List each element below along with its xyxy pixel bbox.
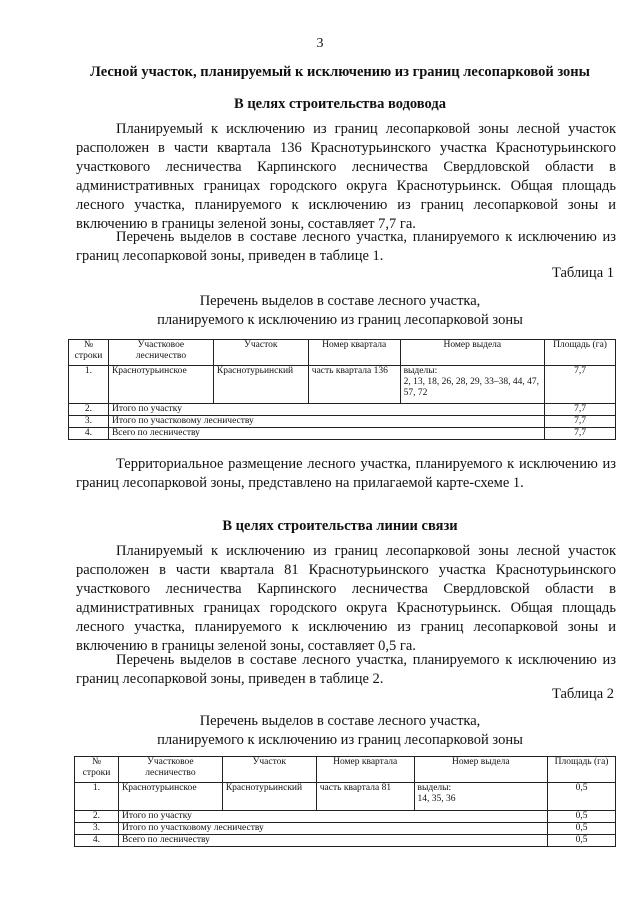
cell-quarter: часть квартала 81	[316, 783, 414, 811]
table-header-row	[69, 340, 616, 366]
table2-caption-line2: планируемого к исключению из границ лесопарковой зоны	[157, 732, 523, 748]
cell-row-number: 1.	[75, 783, 119, 811]
header-forestry: Участковое лесничество	[118, 757, 222, 783]
header-quarter: Номер квартала	[308, 340, 400, 366]
table1-caption-line1: Перечень выделов в составе лесного участка,	[199, 293, 481, 309]
cell-forestry: Краснотурьинское	[118, 783, 222, 811]
cell-plot: Краснотурьинский	[222, 783, 316, 811]
cell-area: 7,7	[545, 428, 616, 440]
cell-total-label: Всего по лесничеству	[108, 428, 544, 440]
section1-after-table-text: Территориальное размещение лесного участка, планируемого к исключению из границ лесопарковой зоны, представлено на прилагаемой карте-схеме 1.	[76, 456, 616, 491]
table2-label: Таблица 2	[551, 686, 614, 702]
cell-area: 0,5	[548, 823, 616, 835]
table2-caption-line1: Перечень выделов в составе лесного участка,	[199, 713, 481, 729]
cell-total-label: Итого по участку	[118, 811, 547, 823]
section-heading-communication-line: В целях строительства линии связи	[222, 518, 458, 534]
cell-row-number: 4.	[75, 835, 119, 847]
table-row	[75, 783, 616, 811]
cell-vydel	[400, 366, 545, 404]
table-row	[69, 366, 616, 404]
page-title: Лесной участок, планируемый к исключению из границ лесопарковой зоны	[90, 64, 590, 80]
header-row-number: № строки	[69, 340, 109, 366]
cell-total-label: Итого по участковому лесничеству	[118, 823, 547, 835]
header-vydel: Номер выдела	[400, 340, 545, 366]
table1	[68, 339, 616, 440]
cell-area: 0,5	[548, 783, 616, 811]
table-row	[75, 811, 616, 823]
cell-row-number: 2.	[69, 404, 109, 416]
cell-quarter: часть квартала 136	[308, 366, 400, 404]
cell-row-number: 2.	[75, 811, 119, 823]
cell-row-number: 4.	[69, 428, 109, 440]
cell-area: 7,7	[545, 366, 616, 404]
cell-row-number: 1.	[69, 366, 109, 404]
header-vydel: Номер выдела	[414, 757, 548, 783]
header-forestry: Участковое лесничество	[108, 340, 213, 366]
table-row	[75, 823, 616, 835]
table-header-row	[75, 757, 616, 783]
table-row	[69, 428, 616, 440]
header-area: Площадь (га)	[548, 757, 616, 783]
table1-caption-line2: планируемого к исключению из границ лесопарковой зоны	[157, 312, 523, 328]
header-plot: Участок	[222, 757, 316, 783]
table2	[74, 756, 616, 847]
vydel-list: 2, 13, 18, 26, 28, 29, 33–38, 44, 47, 57, 72	[403, 377, 539, 398]
cell-area: 0,5	[548, 811, 616, 823]
cell-area: 7,7	[545, 416, 616, 428]
vydel-label: выделы:	[417, 783, 452, 793]
section-heading-water-pipeline: В целях строительства водовода	[234, 96, 446, 112]
vydel-label: выделы:	[403, 366, 438, 376]
section1-paragraph2: Перечень выделов в составе лесного участка, планируемого к исключению из границ лесопарковой зоны, приведен в таблице 1.	[76, 229, 616, 264]
section2-paragraph2: Перечень выделов в составе лесного участка, планируемого к исключению из границ лесопарковой зоны, приведен в таблице 2.	[76, 652, 616, 687]
header-row-number: № строки	[75, 757, 119, 783]
cell-forestry: Краснотурьинское	[108, 366, 213, 404]
section2-paragraph1: Планируемый к исключению из границ лесопарковой зоны лесной участок расположен в части квартала 81 Краснотурьинского участка Краснотурьинского участкового лесничества Карпинского лесничества Свердловской области в административных границах городского округа Краснотурьинск. Общая площадь лесного участка, планируемого к исключению из границ лесопарковой зоны и включению в границы зеленой зоны, составляет 0,5 га.	[76, 543, 616, 654]
cell-total-label: Всего по лесничеству	[118, 835, 547, 847]
section1-paragraph1: Планируемый к исключению из границ лесопарковой зоны лесной участок расположен в части квартала 136 Краснотурьинского участка Краснотурьинского участкового лесничества Карпинского лесничества Свердловской области в административных границах городского округа Краснотурьинск. Общая площадь лесного участка, планируемого к исключению из границ лесопарковой зоны и включению в границы зеленой зоны, составляет 7,7 га.	[76, 121, 616, 232]
cell-total-label: Итого по участковому лесничеству	[108, 416, 544, 428]
cell-row-number: 3.	[75, 823, 119, 835]
vydel-list: 14, 35, 36	[417, 794, 456, 804]
cell-total-label: Итого по участку	[108, 404, 544, 416]
cell-plot: Краснотурьинский	[213, 366, 308, 404]
header-area: Площадь (га)	[545, 340, 616, 366]
table-row	[69, 404, 616, 416]
page-number: 3	[316, 36, 324, 51]
table1-label: Таблица 1	[551, 265, 614, 281]
cell-row-number: 3.	[69, 416, 109, 428]
cell-area: 7,7	[545, 404, 616, 416]
table-row	[75, 835, 616, 847]
cell-vydel	[414, 783, 548, 811]
table-row	[69, 416, 616, 428]
header-plot: Участок	[213, 340, 308, 366]
header-quarter: Номер квартала	[316, 757, 414, 783]
cell-area: 0,5	[548, 835, 616, 847]
